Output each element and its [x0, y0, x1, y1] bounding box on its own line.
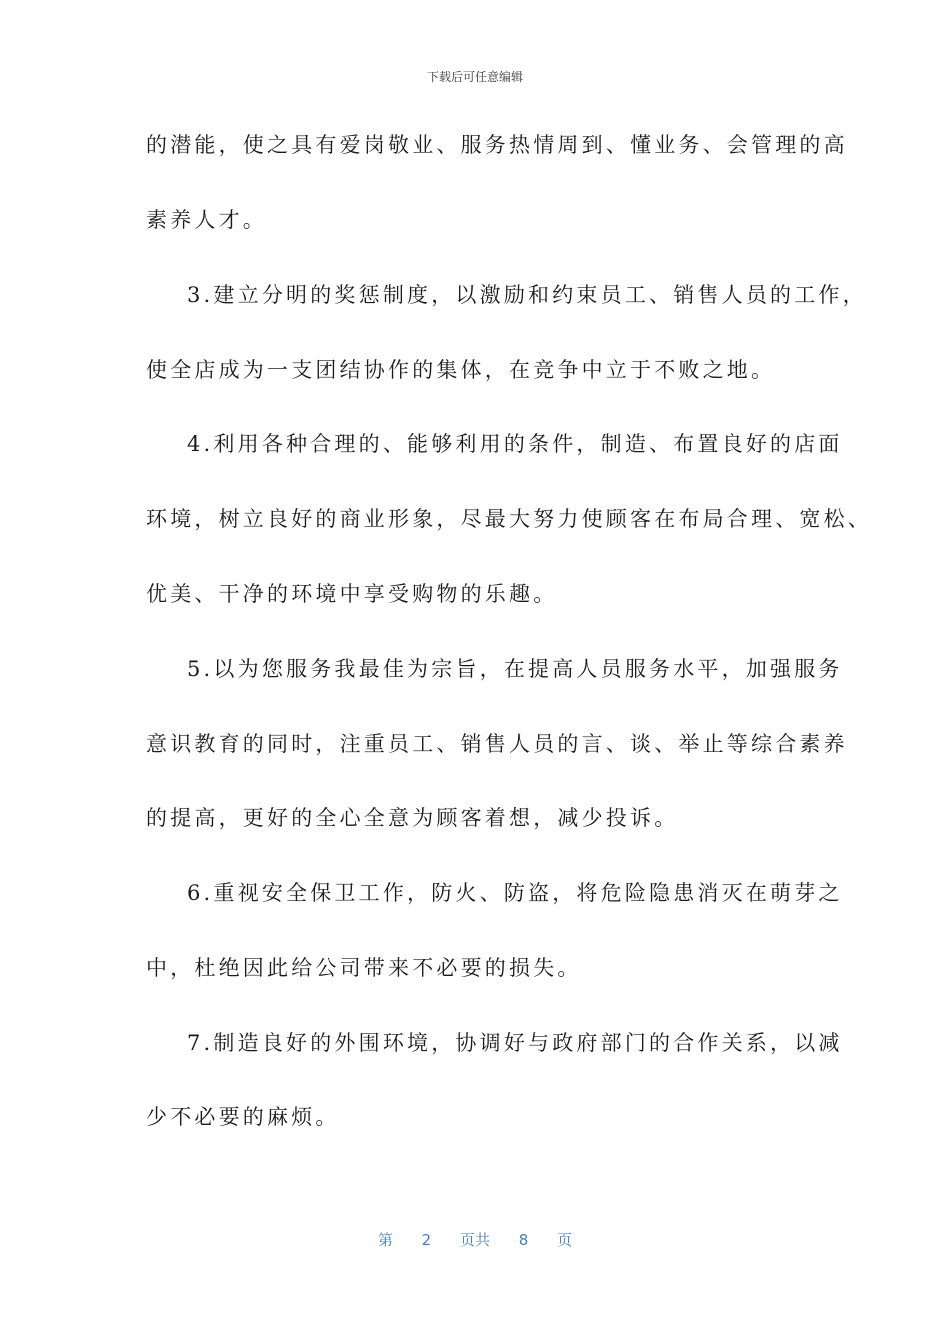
body-line: 使全店成为一支团结协作的集体，在竞争中立于不败之地。: [146, 358, 776, 382]
body-line: 少不必要的麻烦。: [146, 1105, 340, 1129]
footer-page-label: 第: [377, 1231, 393, 1249]
body-line: 环境，树立良好的商业形象，尽最大努力使顾客在布局合理、宽松、: [146, 507, 872, 531]
footer-page-suffix: 页: [557, 1231, 573, 1249]
body-line: 中，杜绝因此给公司带来不必要的损失。: [146, 956, 582, 980]
body-line: 3.建立分明的奖惩制度，以激励和约束员工、销售人员的工作，: [187, 283, 867, 307]
page-header-note: 下载后可任意编辑: [426, 70, 523, 84]
body-line: 素养人才。: [146, 208, 267, 232]
footer-total-label: 页共: [459, 1231, 490, 1249]
body-line: 5.以为您服务我最佳为宗旨，在提高人员服务水平，加强服务: [187, 657, 843, 681]
body-line: 意识教育的同时，注重员工、销售人员的言、谈、举止等综合素养: [146, 732, 848, 756]
body-line: 的提高，更好的全心全意为顾客着想，减少投诉。: [146, 806, 679, 830]
page-footer: [0, 1229, 950, 1250]
body-line: 6.重视安全保卫工作，防火、防盗，将危险隐患消灭在萌芽之: [187, 881, 843, 905]
body-line: 7.制造良好的外围环境，协调好与政府部门的合作关系，以减: [187, 1031, 843, 1055]
body-line: 4.利用各种合理的、能够利用的条件，制造、布置良好的店面: [187, 432, 843, 456]
footer-page-number: 2: [421, 1231, 432, 1249]
footer-total-pages: 8: [518, 1231, 529, 1249]
body-line: 的潜能，使之具有爱岗敬业、服务热情周到、懂业务、会管理的高: [146, 133, 848, 157]
body-line: 优美、干净的环境中享受购物的乐趣。: [146, 582, 558, 606]
